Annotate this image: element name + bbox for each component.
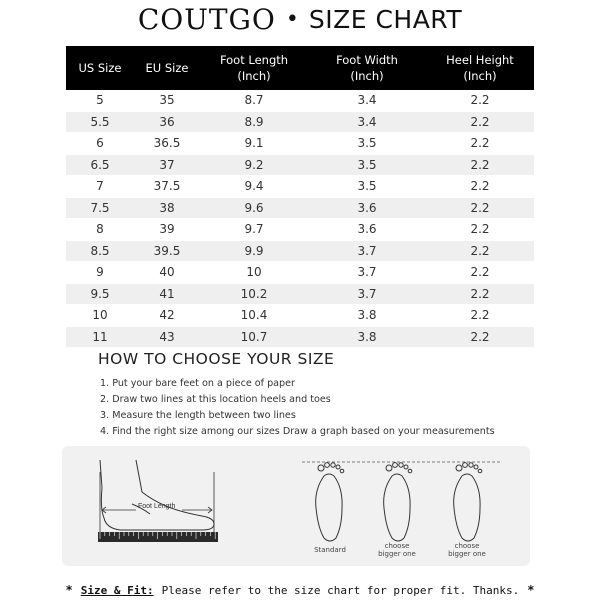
cell-us-size: 5: [66, 90, 134, 111]
column-header-foot-width: Foot Width (Inch): [308, 46, 426, 90]
brand-name: COUTGO: [137, 2, 276, 36]
cell-foot-width: 3.7: [308, 262, 426, 284]
cell-eu-size: 36: [134, 111, 200, 133]
cell-eu-size: 43: [134, 326, 200, 348]
cell-eu-size: 40: [134, 262, 200, 284]
cell-heel-height: 2.2: [426, 133, 534, 155]
howto-title: HOW TO CHOOSE YOUR SIZE: [98, 350, 335, 368]
cell-eu-size: 37.5: [134, 176, 200, 198]
table-row: [66, 90, 534, 111]
table-row: [66, 326, 534, 348]
cell-heel-height: 2.2: [426, 326, 534, 348]
cell-us-size: 7: [66, 176, 134, 198]
ruler-icon: [98, 532, 218, 542]
cell-us-size: 7.5: [66, 197, 134, 219]
cell-us-size: 10: [66, 305, 134, 327]
cell-foot-width: 3.7: [308, 240, 426, 262]
page-title: SIZE CHART: [308, 4, 463, 34]
cell-foot-width: 3.6: [308, 219, 426, 241]
footer-label: Size & Fit:: [80, 583, 154, 597]
cell-heel-height: 2.2: [426, 176, 534, 198]
cell-heel-height: 2.2: [426, 219, 534, 241]
cell-foot-width: 3.5: [308, 133, 426, 155]
cell-foot-length: 9.2: [200, 154, 308, 176]
cell-eu-size: 39.5: [134, 240, 200, 262]
table-row: [66, 111, 534, 133]
side-foot-icon: [100, 460, 214, 530]
cell-foot-length: 9.7: [200, 219, 308, 241]
cell-foot-length: 8.7: [200, 90, 308, 111]
howto-step: 3. Measure the length between two lines: [100, 410, 296, 421]
caption-bigger-two: choose bigger one: [448, 542, 486, 558]
footer-star-left: *: [65, 583, 73, 597]
cell-foot-length: 10.4: [200, 305, 308, 327]
cell-us-size: 5.5: [66, 111, 134, 133]
cell-eu-size: 36.5: [134, 133, 200, 155]
caption-bigger-one: choose bigger one: [378, 542, 416, 558]
table-row: [66, 305, 534, 327]
cell-heel-height: 2.2: [426, 197, 534, 219]
cell-foot-length: 8.9: [200, 111, 308, 133]
title-separator: •: [285, 6, 299, 32]
cell-foot-length: 9.6: [200, 197, 308, 219]
cell-foot-width: 3.4: [308, 90, 426, 111]
column-header-heel-height: Heel Height (Inch): [426, 46, 534, 90]
cell-heel-height: 2.2: [426, 240, 534, 262]
footprint-bigger-one-icon: [384, 463, 412, 541]
cell-eu-size: 39: [134, 219, 200, 241]
table-row: [66, 240, 534, 262]
cell-foot-width: 3.5: [308, 154, 426, 176]
footer-note: [0, 580, 600, 600]
cell-eu-size: 37: [134, 154, 200, 176]
table-row: [66, 197, 534, 219]
caption-standard: Standard: [314, 546, 346, 554]
cell-heel-height: 2.2: [426, 90, 534, 111]
cell-eu-size: 41: [134, 283, 200, 305]
size-table: [66, 46, 534, 348]
cell-eu-size: 42: [134, 305, 200, 327]
cell-foot-width: 3.8: [308, 326, 426, 348]
cell-eu-size: 38: [134, 197, 200, 219]
footprint-standard-icon: [316, 463, 344, 541]
cell-heel-height: 2.2: [426, 305, 534, 327]
table-row: [66, 154, 534, 176]
column-header-eu-size: EU Size: [134, 46, 200, 90]
cell-eu-size: 35: [134, 90, 200, 111]
cell-us-size: 8: [66, 219, 134, 241]
cell-us-size: 9: [66, 262, 134, 284]
footer-text: Please refer to the size chart for proper fit. Thanks.: [161, 583, 520, 597]
table-row: [66, 176, 534, 198]
column-header-us-size: US Size: [66, 46, 134, 90]
cell-us-size: 6.5: [66, 154, 134, 176]
cell-foot-length: 9.9: [200, 240, 308, 262]
howto-step: 1. Put your bare feet on a piece of paper: [100, 378, 295, 389]
cell-foot-width: 3.4: [308, 111, 426, 133]
cell-foot-length: 10.7: [200, 326, 308, 348]
cell-us-size: 9.5: [66, 283, 134, 305]
cell-foot-width: 3.6: [308, 197, 426, 219]
table-row: [66, 262, 534, 284]
cell-heel-height: 2.2: [426, 111, 534, 133]
cell-heel-height: 2.2: [426, 154, 534, 176]
howto-step: 4. Find the right size among our sizes Draw a graph based on your measurements: [100, 426, 495, 437]
cell-foot-length: 10.2: [200, 283, 308, 305]
cell-foot-width: 3.5: [308, 176, 426, 198]
footprint-bigger-two-icon: [454, 463, 482, 541]
cell-us-size: 8.5: [66, 240, 134, 262]
cell-foot-length: 9.4: [200, 176, 308, 198]
footer-star-right: *: [527, 583, 535, 597]
foot-length-label: Foot Length: [138, 503, 176, 510]
cell-foot-length: 10: [200, 262, 308, 284]
howto-steps: [100, 376, 495, 440]
cell-heel-height: 2.2: [426, 283, 534, 305]
table-row: [66, 133, 534, 155]
cell-us-size: 6: [66, 133, 134, 155]
column-header-foot-length: Foot Length (Inch): [200, 46, 308, 90]
cell-foot-length: 9.1: [200, 133, 308, 155]
cell-foot-width: 3.8: [308, 305, 426, 327]
title-row: [0, 0, 600, 38]
table-row: [66, 283, 534, 305]
cell-foot-width: 3.7: [308, 283, 426, 305]
table-row: [66, 219, 534, 241]
howto-step: 2. Draw two lines at this location heels and toes: [100, 394, 331, 405]
cell-us-size: 11: [66, 326, 134, 348]
measurement-illustration: [62, 446, 530, 566]
cell-heel-height: 2.2: [426, 262, 534, 284]
table-header-row: [66, 46, 534, 90]
